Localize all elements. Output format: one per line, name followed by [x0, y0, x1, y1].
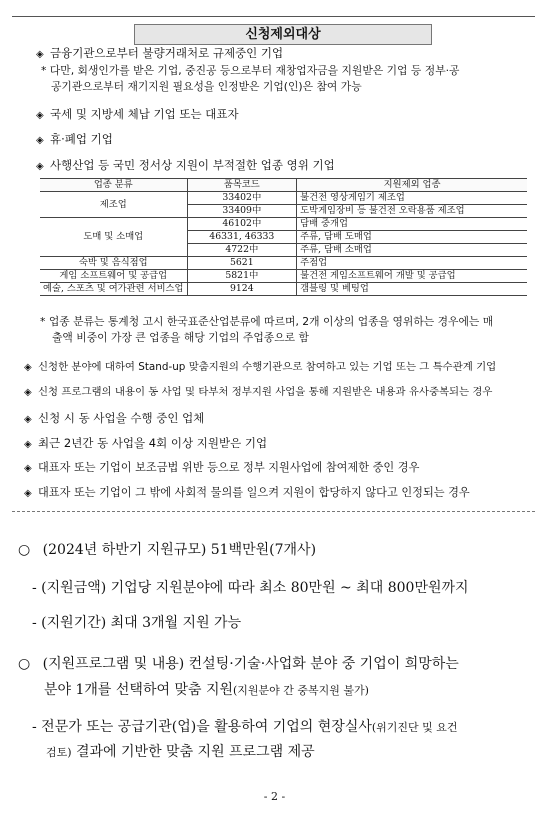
- diamond-bullet-icon: ◈: [36, 49, 44, 60]
- table-cell-code: 5821中: [187, 270, 297, 283]
- table-cell-category: 도매 및 소매업: [40, 218, 187, 257]
- expert-line2: 검토) 결과에 기반한 맞춤 지원 프로그램 제공: [46, 744, 315, 760]
- table-header-row: [40, 179, 527, 192]
- table-row: [40, 218, 527, 231]
- table-cell-category: 제조업: [40, 192, 187, 218]
- page-number: - 2 -: [263, 790, 286, 803]
- support-period-line: - (지원기간) 최대 3개월 지원 가능: [32, 615, 242, 631]
- exclusion-item: ◈ 신청한 분야에 대하여 Stand-up 맞춤지원의 수행기관으로 참여하고 있는 기업 또는 그 특수관계 기업: [24, 359, 496, 376]
- table-cell-desc: 갬블링 및 베팅업: [297, 283, 527, 296]
- table-cell-code: 33402中: [187, 192, 297, 205]
- diamond-bullet-icon: ◈: [24, 439, 32, 450]
- table-cell-desc: 주류, 담배 소매업: [297, 244, 527, 257]
- diamond-bullet-icon: ◈: [36, 110, 44, 121]
- expert-line1: - 전문가 또는 공급기관(업)을 활용하여 기업의 현장실사(위기진단 및 요건: [32, 719, 458, 735]
- table-cell-code: 5621: [187, 257, 297, 270]
- rehab-note-line2: 공기관으로부터 재기지원 필요성을 인정받은 기업(인)은 참여 가능: [51, 80, 362, 93]
- table-row: [40, 257, 527, 270]
- diamond-bullet-icon: ◈: [36, 161, 44, 172]
- diamond-bullet-icon: ◈: [36, 135, 44, 146]
- classification-note-line2: 출액 비중이 가장 큰 업종을 해당 기업의 주업종으로 함: [52, 331, 309, 344]
- circle-bullet-icon: ○: [18, 656, 31, 672]
- table-cell-desc: 담배 중개업: [297, 218, 527, 231]
- table-cell-desc: 주점업: [297, 257, 527, 270]
- table-header-desc: 지원제외 업종: [297, 179, 527, 192]
- diamond-bullet-icon: ◈: [24, 387, 32, 398]
- diamond-bullet-icon: ◈: [24, 362, 32, 373]
- exclusion-item: ◈ 휴·폐업 기업: [36, 131, 113, 149]
- table-cell-desc: 불건전 영상게임기 제조업: [297, 192, 527, 205]
- classification-note-line1: * 업종 분류는 통계청 고시 한국표준산업분류에 따르며, 2개 이상의 업종을 영위하는 경우에는 매: [40, 315, 494, 328]
- table-header-code: 품목코드: [187, 179, 297, 192]
- exclusion-item: ◈ 신청 프로그램의 내용이 동 사업 및 타부처 정부지원 사업을 통해 지원받은 내용과 유사중복되는 경우: [24, 384, 492, 401]
- support-scale-item: ○ (2024년 하반기 지원규모) 51백만원(7개사): [18, 542, 317, 558]
- excluded-industry-table: [40, 178, 527, 296]
- table-cell-category: 예술, 스포츠 및 여가관련 서비스업: [40, 283, 187, 296]
- table-cell-desc: 불건전 게임소프트웨어 개발 및 공급업: [297, 270, 527, 283]
- diamond-bullet-icon: ◈: [24, 414, 32, 425]
- table-cell-desc: 주류, 담배 도매업: [297, 231, 527, 244]
- table-cell-code: 46331, 46333: [187, 231, 297, 244]
- exclusion-item: ◈ 금융기관으로부터 불량거래처로 규제중인 기업: [36, 45, 283, 63]
- table-cell-code: 33409中: [187, 205, 297, 218]
- program-item: ○ (지원프로그램 및 내용) 컨설팅·기술·사업화 분야 중 기업이 희망하는: [18, 656, 459, 672]
- exclusion-item: ◈ 대표자 또는 기업이 보조금법 위반 등으로 정부 지원사업에 참여제한 중인 경우: [24, 460, 419, 477]
- table-row: [40, 283, 527, 296]
- table-cell-category: 숙박 및 음식점업: [40, 257, 187, 270]
- table-row: [40, 270, 527, 283]
- diamond-bullet-icon: ◈: [24, 463, 32, 474]
- table-header-category: 업종 분류: [40, 179, 187, 192]
- exclusion-item: ◈ 대표자 또는 기업이 그 밖에 사회적 물의를 일으켜 지원이 합당하지 않다고 인정되는 경우: [24, 485, 470, 502]
- rehab-note-line1: * 다만, 회생인가를 받은 기업, 중진공 등으로부터 재창업자금을 지원받은 기업 등 정부·공: [41, 64, 460, 77]
- diamond-bullet-icon: ◈: [24, 488, 32, 499]
- table-cell-code: 9124: [187, 283, 297, 296]
- table-row: [40, 192, 527, 205]
- exclusion-item: ◈ 국세 및 지방세 체납 기업 또는 대표자: [36, 106, 239, 124]
- table-cell-category: 게임 소프트웨어 및 공급업: [40, 270, 187, 283]
- table-cell-desc: 도박게임장비 등 불건전 오락용품 제조업: [297, 205, 527, 218]
- exclusion-box-title: 신청제외대상: [134, 24, 432, 45]
- circle-bullet-icon: ○: [18, 542, 31, 558]
- exclusion-item: ◈ 사행산업 등 국민 정서상 지원이 부적절한 업종 영위 기업: [36, 157, 335, 175]
- program-line2: 분야 1개를 선택하여 맞춤 지원(지원분야 간 중복지원 불가): [44, 682, 369, 698]
- support-amount-line: - (지원금액) 기업당 지원분야에 따라 최소 80만원 ~ 최대 800만원까지: [32, 580, 469, 596]
- exclusion-item: ◈ 신청 시 동 사업을 수행 중인 업체: [24, 410, 204, 428]
- table-cell-code: 4722中: [187, 244, 297, 257]
- table-cell-code: 46102中: [187, 218, 297, 231]
- exclusion-item: ◈ 최근 2년간 동 사업을 4회 이상 지원받은 기업: [24, 435, 267, 453]
